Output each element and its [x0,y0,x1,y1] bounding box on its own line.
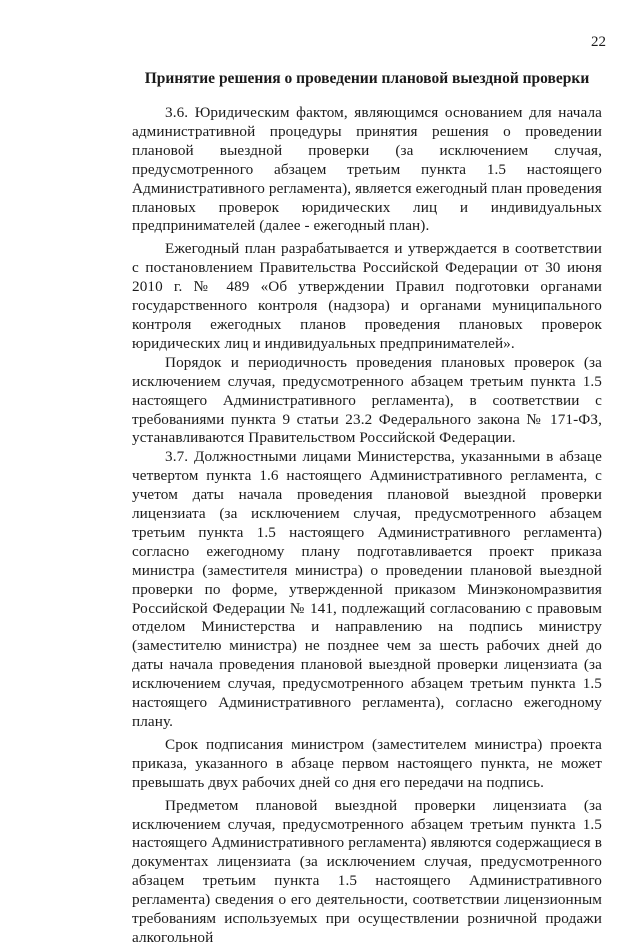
paragraph-annual-plan: Ежегодный план разрабатывается и утверждается в соответствии с постановлением Правительства Российской Федерации от 30 июня 2010 г. № 489 «Об утверждении Правил подготовки органами государственного контроля (надзора) и органами муниципального контроля ежегодных планов проведения плановых проверок юридических лиц и индивидуальных предпринимателей». [132,240,602,352]
paragraph-subject: Предметом плановой выездной проверки лицензиата (за исключением случая, предусмотренного абзацем третьим пункта 1.5 настоящего Административного регламента) являются содержащиеся в документах лицензиата (за исключением случая, предусмотренного абзацем третьим пункта 1.5 настоящего Административного регламента) сведения о его деятельности, соответствии лицензионным требованиям используемых при осуществлении розничной продажи алкогольной [132,796,602,946]
paragraph-signing-term: Срок подписания министром (заместителем министра) проекта приказа, указанного в абзаце первом настоящего пункта, не может превышать двух рабочих дней со дня его передачи на подпись. [132,735,602,791]
paragraph-procedure: Порядок и периодичность проведения плановых проверок (за исключением случая, предусмотренного абзацем третьим пункта 1.5 настоящего Административного регламента), в соответствии с требованиями пункта 9 статьи 23.2 Федерального закона № 171-ФЗ, устанавливаются Правительством Российской Федерации. [132,353,602,447]
document-body [132,104,602,948]
page-number: 22 [591,34,606,50]
paragraph-3-7: 3.7. Должностными лицами Министерства, указанными в абзаце четвертом пункта 1.6 настоящего Административного регламента, с учетом даты начала проведения плановой выездной проверки лицензиата (за исключением случая, предусмотренного абзацем третьим пункта 1.5 настоящего Административного регламента) согласно ежегодному плану подготавливается проект приказа министра (заместителя министра) о проведении плановой выездной проверки по форме, утвержденной приказом Минэкономразвития Российской Федерации № 141, подлежащий согласованию с правовым отделом Министерства и направлению на подпись министру (заместителю министра) не позднее чем за шесть рабочих дней до даты начала проведения плановой выездной проверки лицензиата (за исключением случая, предусмотренного абзацем третьим пункта 1.5 настоящего Административного регламента), согласно ежегодному плану. [132,448,602,730]
section-heading: Принятие решения о проведении плановой выездной проверки [144,70,590,87]
paragraph-3-6: 3.6. Юридическим фактом, являющимся основанием для начала административной процедуры принятия решения о проведении плановой выездной проверки (за исключением случая, предусмотренного абзацем третьим пункта 1.5 настоящего Административного регламента), является ежегодный план проведения плановых проверок юридических лиц и индивидуальных предпринимателей (далее - ежегодный план). [132,104,602,235]
